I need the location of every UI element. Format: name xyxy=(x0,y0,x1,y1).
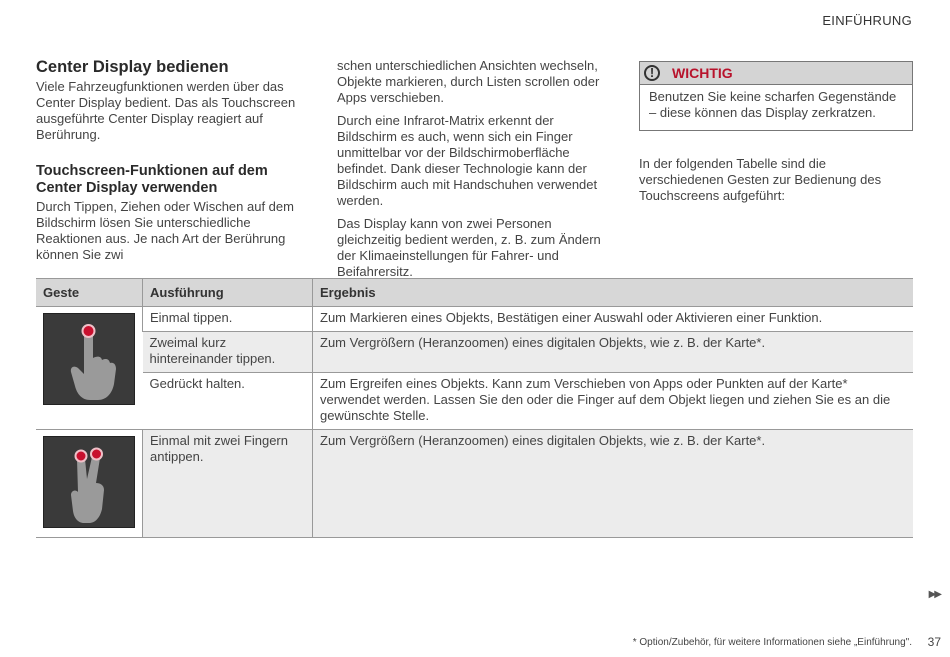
body-paragraph: Durch Tippen, Ziehen oder Wischen auf dem Bildschirm lösen Sie unterschiedliche Reaktionen aus. Je nach Art der Berührung können Sie zwi xyxy=(36,199,294,262)
result-cell: Zum Ergreifen eines Objekts. Kann zum Verschieben von Apps oder Punkten auf der Karte* verwendet werden. Lassen Sie den oder die Finger auf dem Objekt liegen und ziehen Sie es an die gewünschte Stelle. xyxy=(313,373,914,430)
table-row xyxy=(36,307,913,332)
continue-arrows-icon: ▶▶ xyxy=(928,589,940,600)
column-2 xyxy=(337,58,612,287)
one-finger-tap-icon xyxy=(43,313,135,405)
column-header: Ausführung xyxy=(143,279,313,307)
body-paragraph: Durch eine Infrarot-Matrix erkennt der Bildschirm es auch, wenn sich ein Finger unmittelbar vor der Bildschirmoberfläche befindet. Dank dieser Technologie kann der Bildschirm auch mit Handschuhen verwendet werden. xyxy=(337,113,598,208)
two-finger-tap-icon xyxy=(43,436,135,528)
body-paragraph: schen unterschiedlichen Ansichten wechseln, Objekte markieren, durch Listen scrollen oder Apps verschieben. xyxy=(337,58,600,105)
gesture-table xyxy=(36,278,913,538)
warning-text: Benutzen Sie keine scharfen Gegenstände – diese können das Display zerkratzen. xyxy=(649,89,897,120)
execution-cell: Zweimal kurz hintereinander tippen. xyxy=(143,332,313,373)
result-cell: Zum Vergrößern (Heranzoomen) eines digitalen Objekts, wie z. B. der Karte*. xyxy=(313,332,914,373)
section-heading: Touchscreen-Funktionen auf dem Center Display verwenden xyxy=(36,163,268,196)
gesture-cell xyxy=(36,430,143,538)
table-row xyxy=(36,332,913,373)
intro-paragraph: Viele Fahrzeugfunktionen werden über das Center Display bedient. Das als Touchscreen ausgeführte Center Display reagiert auf Berührung. xyxy=(36,79,296,142)
info-paragraph: In der folgenden Tabelle sind die verschiedenen Gesten zur Bedienung des Touchscreens aufgeführt: xyxy=(639,156,882,203)
table-header-row xyxy=(36,279,913,307)
result-cell: Zum Markieren eines Objekts, Bestätigen einer Auswahl oder Aktivieren einer Funktion. xyxy=(313,307,914,332)
body-paragraph: Das Display kann von zwei Personen gleichzeitig bedient werden, z. B. zum Ändern der Klimaeinstellungen für Fahrer- und Beifahrersitz. xyxy=(337,216,601,279)
gesture-cell xyxy=(36,307,143,430)
warning-title: WICHTIG xyxy=(672,65,733,81)
result-cell: Zum Vergrößern (Heranzoomen) eines digitalen Objekts, wie z. B. der Karte*. xyxy=(313,430,914,538)
table-row xyxy=(36,430,913,538)
warning-icon: ! xyxy=(644,65,660,81)
page-number: 37 xyxy=(927,635,941,649)
warning-box xyxy=(639,61,913,131)
execution-cell: Einmal tippen. xyxy=(143,307,313,332)
warning-header xyxy=(640,62,912,85)
execution-cell: Einmal mit zwei Fingern antippen. xyxy=(143,430,313,538)
column-3 xyxy=(639,58,913,211)
column-header: Ergebnis xyxy=(313,279,914,307)
footnote: * Option/Zubehör, für weitere Informationen siehe „Einführung". xyxy=(632,637,912,648)
column-header: Geste xyxy=(36,279,143,307)
table-row xyxy=(36,373,913,430)
section-title: EINFÜHRUNG xyxy=(822,13,912,28)
execution-cell: Gedrückt halten. xyxy=(143,373,313,430)
column-1 xyxy=(36,58,311,270)
page-title: Center Display bedienen xyxy=(36,58,229,76)
